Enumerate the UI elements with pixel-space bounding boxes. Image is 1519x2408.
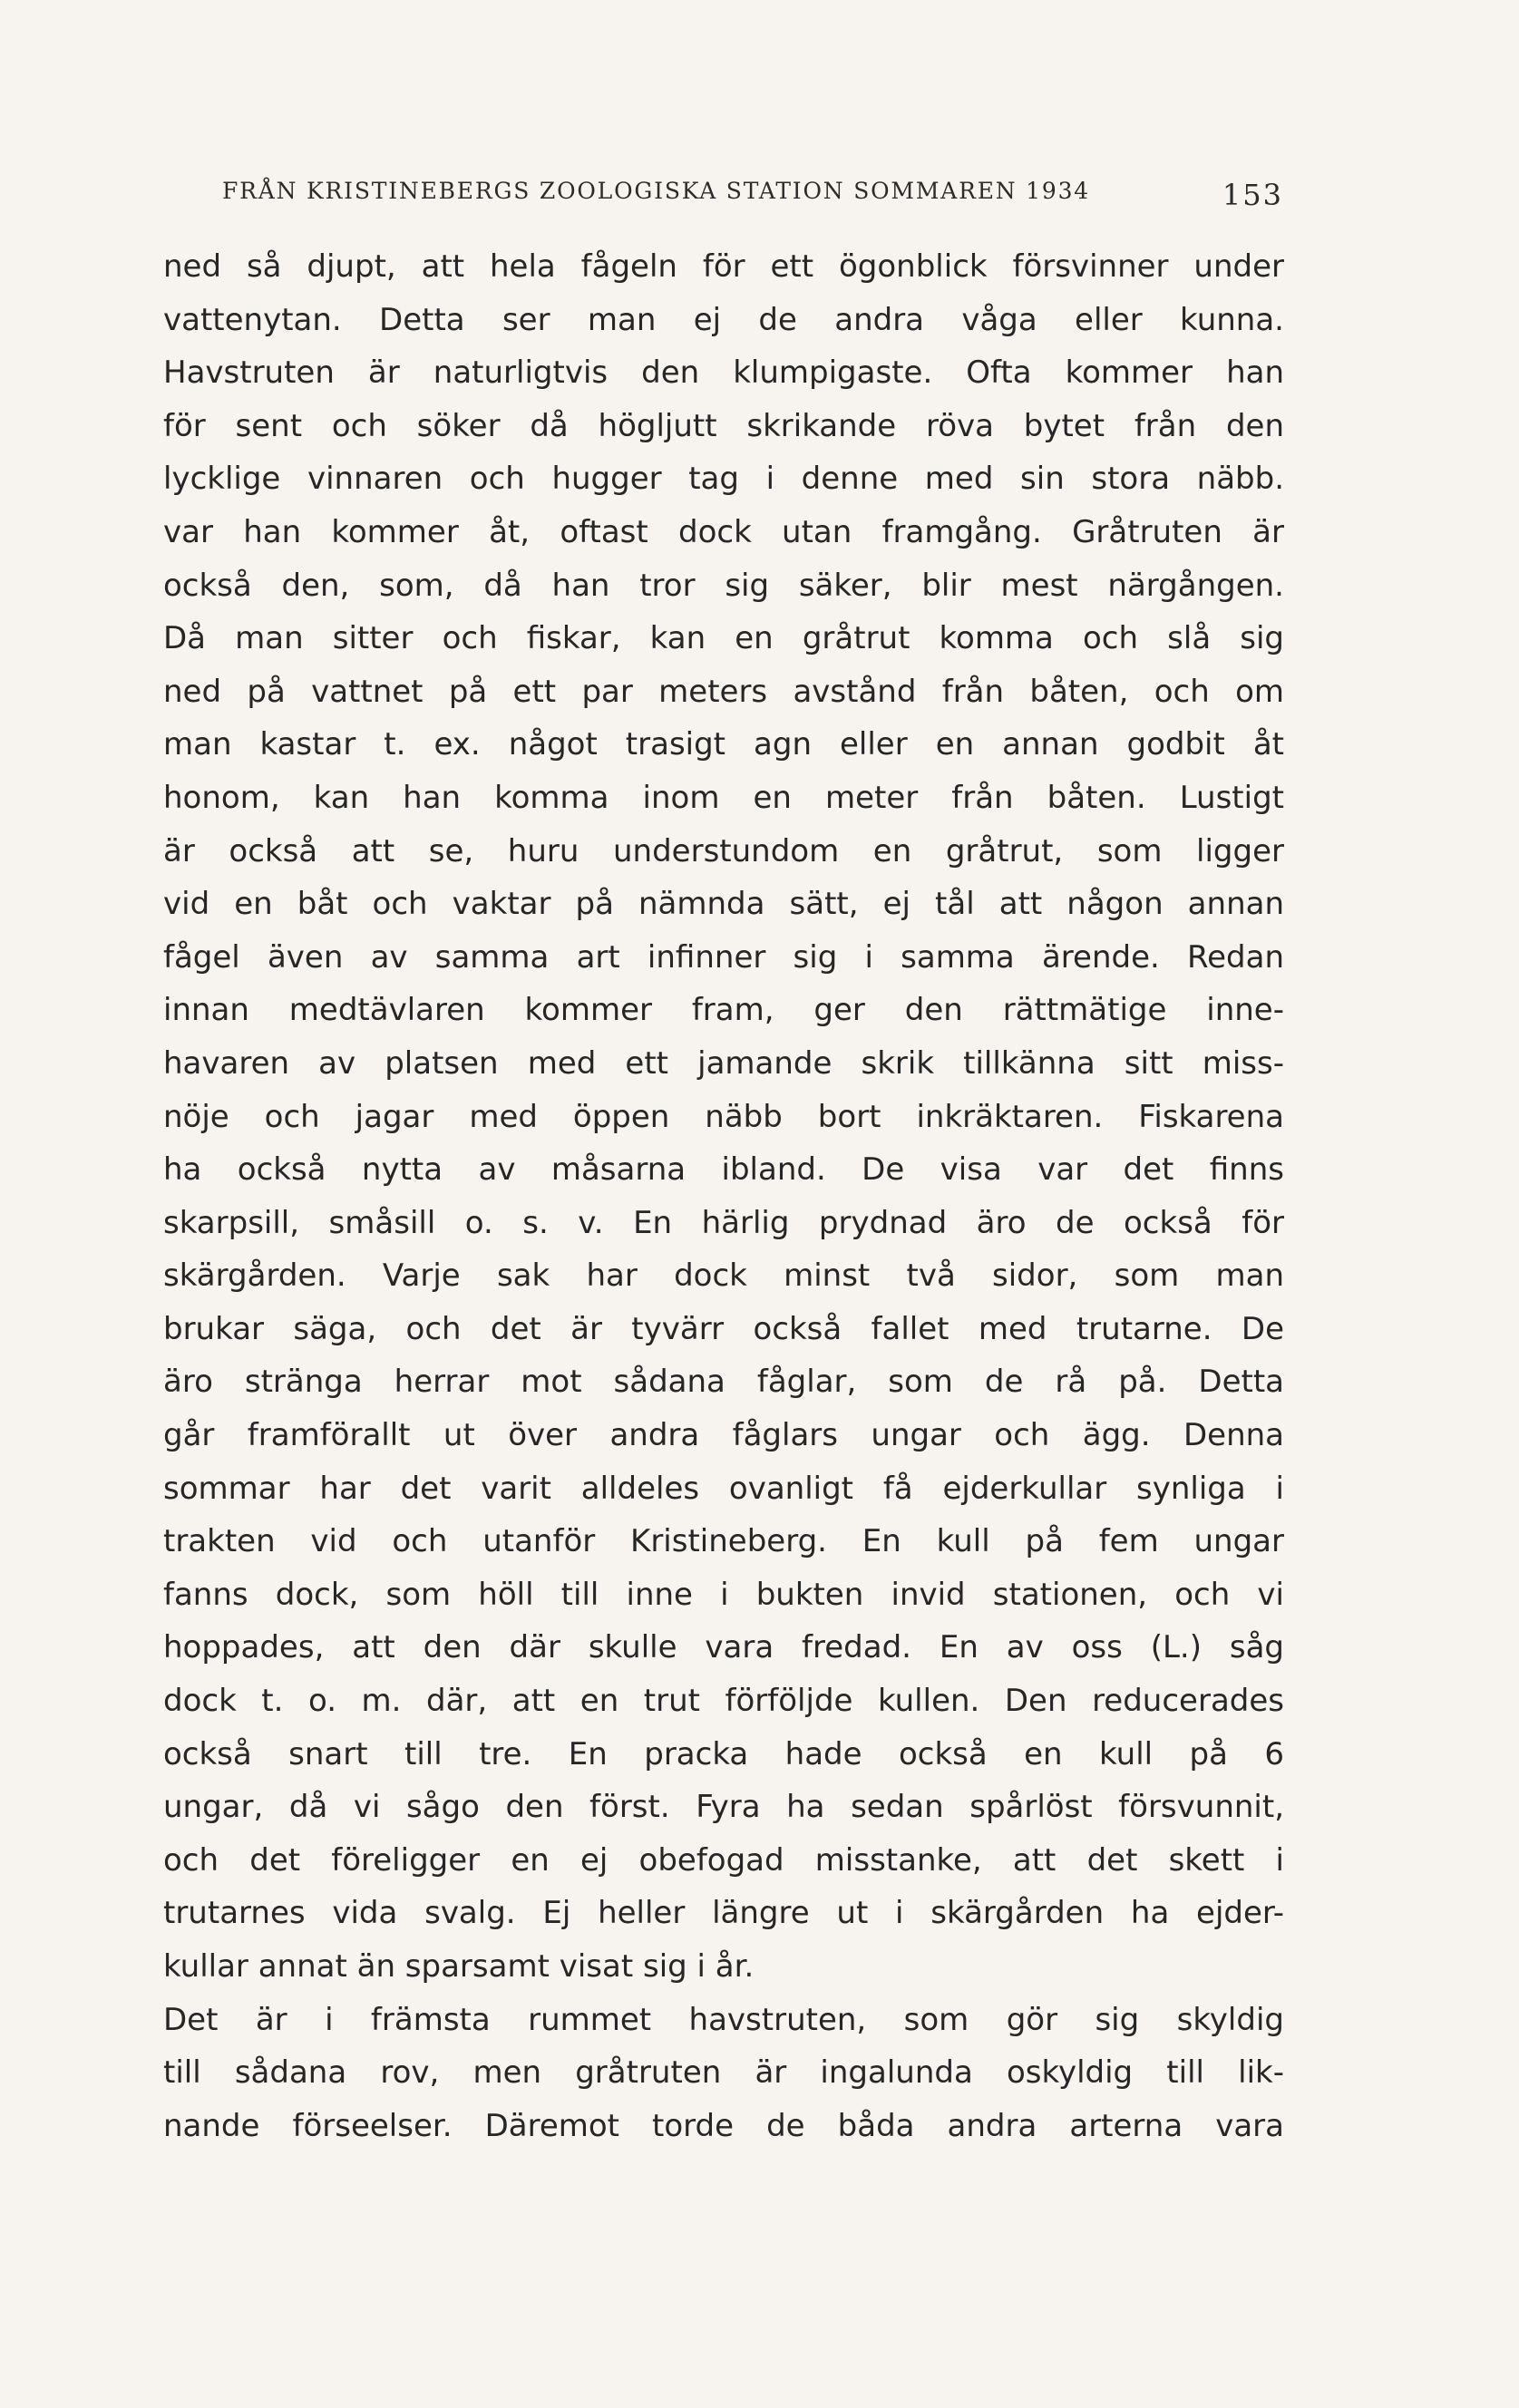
text-line: Havstruten är naturligtvis den klumpigaste. Ofta kommer han xyxy=(163,354,1284,392)
text-line: ned på vattnet på ett par meters avstånd från båten, och om xyxy=(163,673,1284,710)
running-title: FRÅN KRISTINEBERGS ZOOLOGISKA STATION SOMMAREN 1934 xyxy=(222,178,1090,204)
text-line: vattenytan. Detta ser man ej de andra våga eller kunna. xyxy=(163,301,1284,338)
text-line: fanns dock, som höll till inne i bukten invid stationen, och vi xyxy=(163,1576,1284,1613)
text-line: till sådana rov, men gråtruten är ingalunda oskyldig till lik- xyxy=(163,2054,1284,2092)
text-line: sommar har det varit alldeles ovanligt få ejderkullar synliga i xyxy=(163,1470,1284,1507)
text-line: skärgården. Varje sak har dock minst två sidor, som man xyxy=(163,1257,1284,1295)
text-line: Då man sitter och fiskar, kan en gråtrut komma och slå sig xyxy=(163,620,1284,657)
text-line: trakten vid och utanför Kristineberg. En kull på fem ungar xyxy=(163,1523,1284,1560)
text-line: nande förseelser. Däremot torde de båda andra arterna vara xyxy=(163,2107,1284,2144)
text-line: nöje och jagar med öppen näbb bort inkräktaren. Fiskarena xyxy=(163,1098,1284,1135)
text-line: också snart till tre. En pracka hade också en kull på 6 xyxy=(163,1735,1284,1772)
running-header xyxy=(222,178,1283,214)
text-line: ungar, då vi sågo den först. Fyra ha sedan spårlöst försvunnit, xyxy=(163,1789,1284,1826)
text-line: dock t. o. m. där, att en trut förföljde kullen. Den reducerades xyxy=(163,1683,1284,1720)
body-text xyxy=(163,240,1284,2152)
text-line: och det föreligger en ej obefogad misstanke, att det skett i xyxy=(163,1841,1284,1879)
text-line: havaren av platsen med ett jamande skrik tillkänna sitt miss- xyxy=(163,1044,1284,1082)
text-line: går framförallt ut över andra fåglars ungar och ägg. Denna xyxy=(163,1417,1284,1454)
text-line: kullar annat än sparsamt visat sig i år. xyxy=(163,1948,755,1985)
text-line: för sent och söker då högljutt skrikande röva bytet från den xyxy=(163,407,1284,444)
page-number: 153 xyxy=(1222,178,1283,212)
text-line: ned så djupt, att hela fågeln för ett ögonblick försvinner under xyxy=(163,248,1284,285)
text-line: äro stränga herrar mot sådana fåglar, som de rå på. Detta xyxy=(163,1364,1284,1401)
text-line: lycklige vinnaren och hugger tag i denne med sin stora näbb. xyxy=(163,461,1284,498)
text-line: fågel även av samma art infinner sig i samma ärende. Redan xyxy=(163,938,1284,976)
text-line: är också att se, huru understundom en gråtrut, som ligger xyxy=(163,832,1284,869)
text-line: ha också nytta av måsarna ibland. De visa var det finns xyxy=(163,1151,1284,1189)
text-line: var han kommer åt, oftast dock utan framgång. Gråtruten är xyxy=(163,513,1284,550)
text-line: Det är i främsta rummet havstruten, som gör sig skyldig xyxy=(163,2001,1284,2038)
text-line: brukar säga, och det är tyvärr också fallet med trutarne. De xyxy=(163,1310,1284,1347)
text-line: hoppades, att den där skulle vara fredad. En av oss (L.) såg xyxy=(163,1629,1284,1666)
text-line: man kastar t. ex. något trasigt agn eller en annan godbit åt xyxy=(163,726,1284,763)
text-line: vid en båt och vaktar på nämnda sätt, ej tål att någon annan xyxy=(163,886,1284,923)
text-line: trutarnes vida svalg. Ej heller längre ut i skärgården ha ejder- xyxy=(163,1895,1284,1932)
text-line: innan medtävlaren kommer fram, ger den rättmätige inne- xyxy=(163,992,1284,1029)
text-line: skarpsill, småsill o. s. v. En härlig prydnad äro de också för xyxy=(163,1204,1284,1241)
text-line: också den, som, då han tror sig säker, blir mest närgången. xyxy=(163,567,1284,604)
text-line: honom, kan han komma inom en meter från båten. Lustigt xyxy=(163,779,1284,816)
